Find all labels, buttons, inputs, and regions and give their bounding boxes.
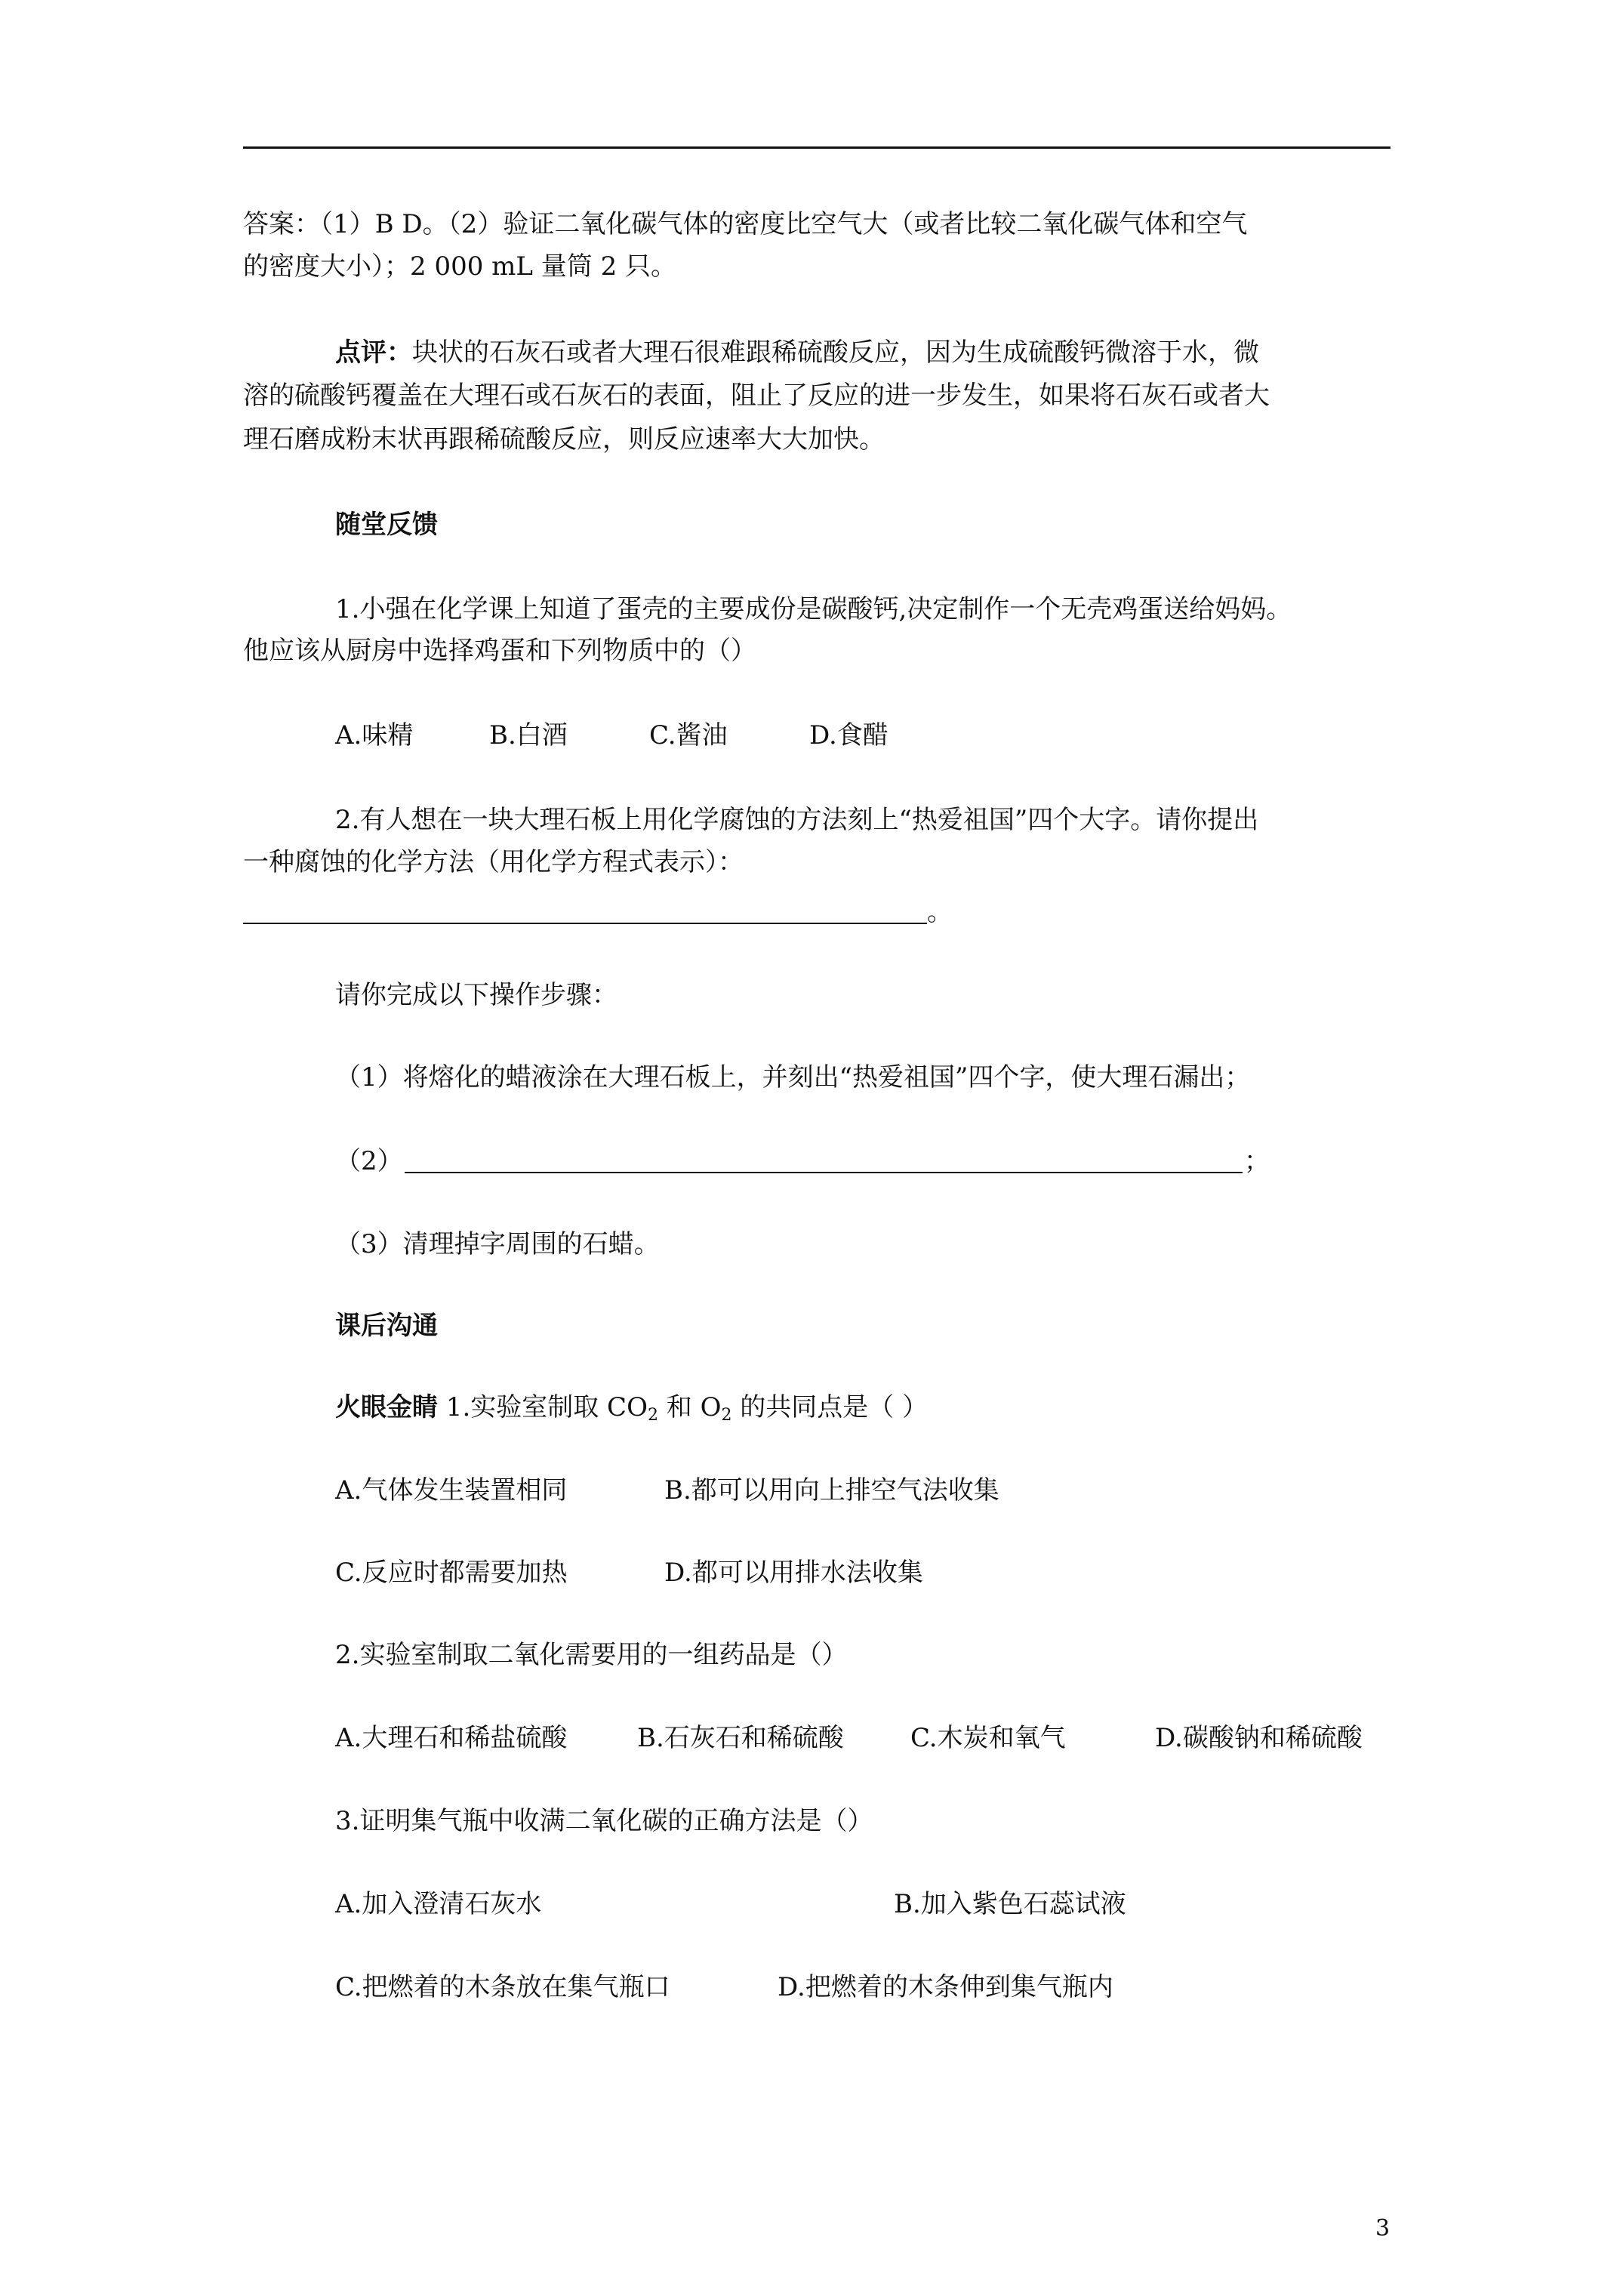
comment-text-1: 块状的石灰石或者大理石很难跟稀硫酸反应，因为生成硫酸钙微溶于水，微: [412, 337, 1259, 368]
q2-step-2-blank[interactable]: [405, 1172, 1243, 1173]
q5-option-b: B.加入紫色石蕊试液: [894, 1889, 1126, 1919]
comment-line-1: [335, 336, 1259, 369]
q5-option-a: A.加入澄清石灰水: [335, 1889, 542, 1919]
q2-step-3: （3）清理掉字周围的石蜡。: [335, 1229, 660, 1259]
q4-stem: 2.实验室制取二氧化需要用的一组药品是（）: [335, 1640, 848, 1670]
q2-step-1: （1）将熔化的蜡液涂在大理石板上，并刻出“热爱祖国”四个字，使大理石漏出；: [335, 1062, 1251, 1093]
q2-line-2: 一种腐蚀的化学方法（用化学方程式表示）：: [243, 847, 744, 877]
q1-option-a: A.味精: [335, 720, 414, 750]
comment-line-3: 理石磨成粉末状再跟稀硫酸反应，则反应速率大大加快。: [243, 424, 885, 455]
q3-option-c: C.反应时都需要加热: [335, 1558, 568, 1588]
comment-label: 点评：: [335, 337, 412, 368]
q4-option-b: B.石灰石和稀硫酸: [637, 1723, 844, 1753]
q1-option-c: C.酱油: [649, 720, 728, 750]
q1-line-2: 他应该从厨房中选择鸡蛋和下列物质中的（）: [243, 636, 756, 666]
q1-option-d: D.食醋: [809, 720, 888, 750]
q2-step-2-label: （2）: [335, 1146, 403, 1176]
q3-text-a: 1.实验室制取 CO: [438, 1392, 648, 1422]
q3-sub-b: 2: [721, 1406, 732, 1425]
section-title-after-class: 课后沟通: [335, 1311, 438, 1341]
answer-line-1: 答案：（1）B D。（2）验证二氧化碳气体的密度比空气大（或者比较二氧化碳气体和空气: [243, 209, 1248, 239]
q3-text-b: 和 O: [658, 1392, 722, 1422]
q5-option-c: C.把燃着的木条放在集气瓶口: [335, 1972, 670, 2002]
q5-stem: 3.证明集气瓶中收满二氧化碳的正确方法是（）: [335, 1806, 873, 1836]
q1-option-b: B.白酒: [489, 720, 568, 750]
header-rule: [243, 146, 1390, 149]
q5-option-d: D.把燃着的木条伸到集气瓶内: [778, 1972, 1113, 2002]
q3-text-c: 的共同点是（ ）: [731, 1392, 929, 1422]
q4-option-c: C.木炭和氧气: [910, 1723, 1066, 1753]
comment-line-2: 溶的硫酸钙覆盖在大理石或石灰石的表面，阻止了反应的进一步发生，如果将石灰石或者大: [243, 381, 1270, 411]
section-title-feedback: 随堂反馈: [335, 510, 438, 540]
q2-line-1: 2.有人想在一块大理石板上用化学腐蚀的方法刻上“热爱祖国”四个大字。请你提出: [335, 805, 1259, 835]
q4-option-d: D.碳酸钠和稀硫酸: [1155, 1723, 1363, 1753]
q2-steps-intro: 请你完成以下操作步骤：: [335, 980, 617, 1010]
q3-option-b: B.都可以用向上排空气法收集: [664, 1475, 999, 1505]
q3-stem: [335, 1391, 928, 1424]
page-number: 3: [1375, 2215, 1390, 2242]
q2-end-mark: 。: [927, 897, 953, 927]
q2-step-2-end: ；: [1244, 1146, 1270, 1176]
q3-option-a: A.气体发生装置相同: [335, 1475, 568, 1505]
q2-answer-blank[interactable]: [243, 923, 927, 924]
q3-sub-a: 2: [647, 1406, 658, 1425]
q4-option-a: A.大理石和稀盐硫酸: [335, 1723, 568, 1753]
q3-label: 火眼金睛: [335, 1392, 438, 1422]
q3-option-d: D.都可以用排水法收集: [664, 1558, 923, 1588]
q1-line-1: 1.小强在化学课上知道了蛋壳的主要成份是碳酸钙,决定制作一个无壳鸡蛋送给妈妈。: [335, 594, 1292, 624]
answer-line-2: 的密度大小）；2 000 mL 量筒 2 只。: [243, 251, 677, 282]
